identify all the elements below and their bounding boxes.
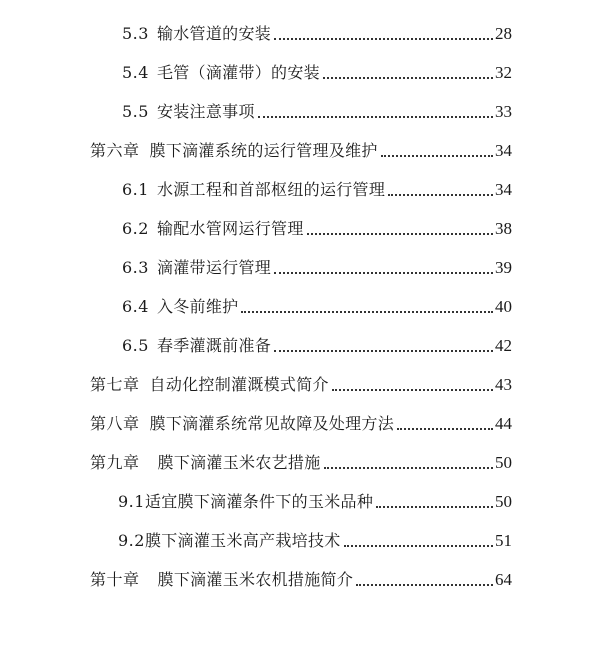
toc-entry-chapter-9[interactable] — [90, 447, 512, 473]
chapter-title: 膜下滴灌玉米农艺措施 — [157, 453, 321, 472]
section-title: 适宜膜下滴灌条件下的玉米品种 — [144, 492, 374, 511]
chapter-number: 第八章 — [90, 414, 140, 433]
toc-entry-6-2[interactable] — [122, 213, 512, 239]
dot-leader — [241, 311, 493, 313]
section-title: 滴灌带运行管理 — [156, 258, 272, 277]
toc-entry-chapter-6[interactable] — [90, 135, 512, 161]
dot-leader — [332, 389, 493, 391]
page-number: 50 — [495, 492, 512, 511]
section-title: 水源工程和首部枢纽的运行管理 — [156, 180, 386, 199]
page-number: 32 — [495, 63, 512, 82]
toc-entry-6-1[interactable] — [122, 174, 512, 200]
section-number: 5.5 — [122, 102, 149, 121]
page-number: 38 — [495, 219, 512, 238]
toc-entry-9-1[interactable] — [118, 486, 512, 512]
dot-leader — [356, 584, 493, 586]
toc-entry-9-2[interactable] — [118, 525, 512, 551]
toc-entry-5-4[interactable] — [122, 57, 512, 83]
chapter-number: 第七章 — [90, 375, 140, 394]
dot-leader — [344, 545, 493, 547]
section-title: 安装注意事项 — [156, 102, 255, 121]
section-title: 入冬前维护 — [156, 297, 239, 316]
section-number: 5.4 — [122, 63, 149, 82]
page-number: 40 — [495, 297, 512, 316]
page-number: 42 — [495, 336, 512, 355]
section-number: 6.4 — [122, 297, 149, 316]
section-title: 输配水管网运行管理 — [156, 219, 304, 238]
section-number: 9.1 — [118, 492, 145, 511]
page-number: 51 — [495, 531, 512, 550]
section-title: 毛管（滴灌带）的安装 — [156, 63, 320, 82]
toc-entry-chapter-10[interactable] — [90, 564, 512, 590]
dot-leader — [307, 233, 493, 235]
section-number: 5.3 — [122, 24, 149, 43]
page-number: 34 — [495, 141, 512, 160]
page-number: 39 — [495, 258, 512, 277]
section-number: 6.5 — [122, 336, 149, 355]
dot-leader — [274, 350, 493, 352]
section-title: 膜下滴灌玉米高产栽培技术 — [144, 531, 341, 550]
dot-leader — [324, 467, 493, 469]
page-number: 34 — [495, 180, 512, 199]
chapter-title: 膜下滴灌玉米农机措施简介 — [157, 570, 354, 589]
section-number: 6.1 — [122, 180, 149, 199]
page-number: 50 — [495, 453, 512, 472]
toc-entry-6-4[interactable] — [122, 291, 512, 317]
page-number: 64 — [495, 570, 512, 589]
toc-entry-6-3[interactable] — [122, 252, 512, 278]
toc-entry-6-5[interactable] — [122, 330, 512, 356]
chapter-number: 第九章 — [90, 453, 140, 472]
dot-leader — [388, 194, 493, 196]
dot-leader — [381, 155, 493, 157]
section-title: 春季灌溉前准备 — [156, 336, 272, 355]
section-title: 输水管道的安装 — [156, 24, 272, 43]
page-number: 33 — [495, 102, 512, 121]
section-number: 6.2 — [122, 219, 149, 238]
dot-leader — [323, 77, 493, 79]
dot-leader — [274, 272, 493, 274]
toc-entry-5-3[interactable] — [122, 18, 512, 44]
toc-entry-5-5[interactable] — [122, 96, 512, 122]
section-number: 9.2 — [118, 531, 145, 550]
chapter-title: 膜下滴灌系统的运行管理及维护 — [149, 141, 378, 160]
dot-leader — [274, 38, 493, 40]
chapter-number: 第六章 — [90, 141, 140, 160]
chapter-title: 膜下滴灌系统常见故障及处理方法 — [149, 414, 395, 433]
toc-entry-chapter-7[interactable] — [90, 369, 512, 395]
dot-leader — [258, 116, 493, 118]
page-number: 28 — [495, 24, 512, 43]
toc-entry-chapter-8[interactable] — [90, 408, 512, 434]
chapter-number: 第十章 — [90, 570, 140, 589]
dot-leader — [397, 428, 493, 430]
chapter-title: 自动化控制灌溉模式简介 — [149, 375, 329, 394]
dot-leader — [376, 506, 493, 508]
page-number: 43 — [495, 375, 512, 394]
page-number: 44 — [495, 414, 512, 433]
section-number: 6.3 — [122, 258, 149, 277]
